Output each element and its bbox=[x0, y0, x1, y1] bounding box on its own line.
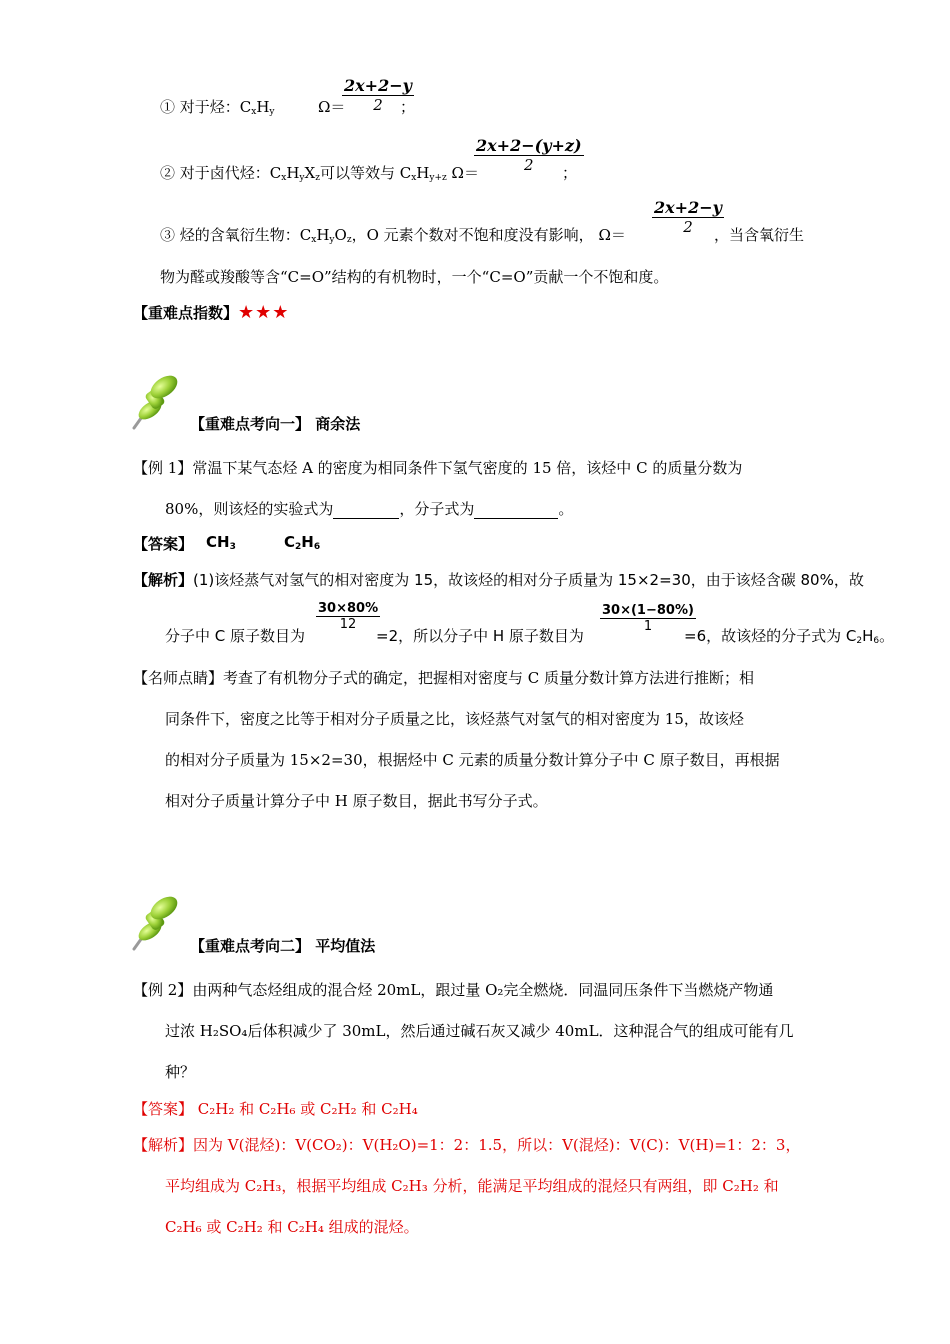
example2-line2: 过浓 H₂SO₄后体积减少了 30mL，然后通过碱石灰又减少 40mL．这种混合气的组成可能有几 bbox=[165, 1022, 794, 1040]
blank-empirical-formula[interactable] bbox=[333, 500, 399, 519]
analysis1-line2a: 分子中 C 原子数目为 bbox=[165, 627, 306, 645]
answer2-row: 【答案】 C₂H₂ 和 C₂H₆ 或 C₂H₂ 和 C₂H₄ bbox=[133, 1100, 418, 1118]
analysis1-line1: 【解析】(1)该烃蒸气对氢气的相对密度为 15，故该烃的相对分子质量为 15×2=30，由于该烃含碳 80%，故 bbox=[133, 571, 864, 589]
fraction-hydrocarbon: $\frac{2x+2-y}{2}$ bbox=[344, 76, 412, 114]
answer1-molecular: $C_2H_6$ bbox=[284, 533, 321, 552]
answer1-empirical: $CH_3$ bbox=[206, 533, 236, 552]
formula-oxygen-tail: ，当含氧衍生 bbox=[714, 226, 805, 244]
analysis1-line2c: =6，故该烃的分子式为 $C_2H_6$。 bbox=[684, 627, 895, 646]
analysis1-line2b: =2，所以分子中 H 原子数目为 bbox=[376, 627, 584, 645]
fraction-carbon-count: $\frac{30\times 80\%}{12}$ bbox=[318, 601, 379, 632]
formula-hydrocarbon: ① 对于烃：$C_xH_y$ bbox=[160, 98, 275, 117]
omega-label-1: Ω＝ bbox=[318, 98, 346, 116]
answer1-label: 【答案】 bbox=[133, 535, 194, 553]
teacher-tip-line2: 同条件下，密度之比等于相对分子质量之比，该烃蒸气对氢气的相对密度为 15，故该烃 bbox=[165, 710, 744, 728]
example1-line2: 80%，则该烃的实验式为 ，分子式为 。 bbox=[165, 500, 574, 518]
semicolon-2: ； bbox=[562, 164, 578, 182]
teacher-tip-line4: 相对分子质量计算分子中 H 原子数目，据此书写分子式。 bbox=[165, 792, 548, 810]
example2-line1: 【例 2】由两种气态烃组成的混合烃 20mL，跟过量 O₂完全燃烧．同温同压条件下当燃烧产物通 bbox=[133, 981, 774, 999]
section2-heading: 【重难点考向二】 平均值法 bbox=[190, 937, 376, 955]
formula-oxygen: ③ 烃的含氧衍生物：$C_xH_yO_z$，O 元素个数对不饱和度没有影响， Ω＝ bbox=[160, 226, 626, 245]
example2-line3: 种？ bbox=[165, 1063, 196, 1081]
difficulty-stars: ★★★ bbox=[238, 302, 290, 323]
section1-heading: 【重难点考向一】 商余法 bbox=[190, 415, 361, 433]
difficulty-row bbox=[133, 302, 289, 323]
analysis2-line2: 平均组成为 C₂H₃，根据平均组成 C₂H₃ 分析，能满足平均组成的混烃只有两组，即 C₂H₂ 和 bbox=[165, 1177, 779, 1195]
formula-halide: ② 对于卤代烃：$C_xH_yX_z$可以等效与 $C_xH_{y+z}$ Ω＝ bbox=[160, 164, 479, 183]
formula-oxygen-line2: 物为醛或羧酸等含“C=O”结构的有机物时，一个“C=O”贡献一个不饱和度。 bbox=[160, 268, 669, 286]
analysis2-line1: 【解析】因为 V(混烃)：V(CO₂)：V(H₂O)=1：2：1.5，所以：V(混烃)：V(C)：V(H)=1：2：3， bbox=[133, 1136, 801, 1154]
pushpin-icon bbox=[130, 372, 186, 432]
fraction-halide: $\frac{2x+2-(y+z)}{2}$ bbox=[476, 136, 582, 174]
analysis2-line3: C₂H₆ 或 C₂H₂ 和 C₂H₄ 组成的混烃。 bbox=[165, 1218, 419, 1236]
fraction-hydrogen-count: $\frac{30\times(1-80\%)}{1}$ bbox=[602, 603, 694, 634]
semicolon-1: ； bbox=[400, 98, 416, 116]
fraction-oxygen: $\frac{2x+2-y}{2}$ bbox=[654, 198, 722, 236]
pushpin-icon bbox=[130, 893, 186, 953]
blank-molecular-formula[interactable] bbox=[474, 500, 558, 519]
difficulty-label: 【重难点指数】 bbox=[133, 304, 239, 322]
example1-line1: 【例 1】常温下某气态烃 A 的密度为相同条件下氢气密度的 15 倍，该烃中 C 的质量分数为 bbox=[133, 459, 743, 477]
teacher-tip-line1: 【名师点睛】考查了有机物分子式的确定，把握相对密度与 C 质量分数计算方法进行推断；相 bbox=[133, 669, 755, 687]
teacher-tip-line3: 的相对分子质量为 15×2=30，根据烃中 C 元素的质量分数计算分子中 C 原子数目，再根据 bbox=[165, 751, 780, 769]
